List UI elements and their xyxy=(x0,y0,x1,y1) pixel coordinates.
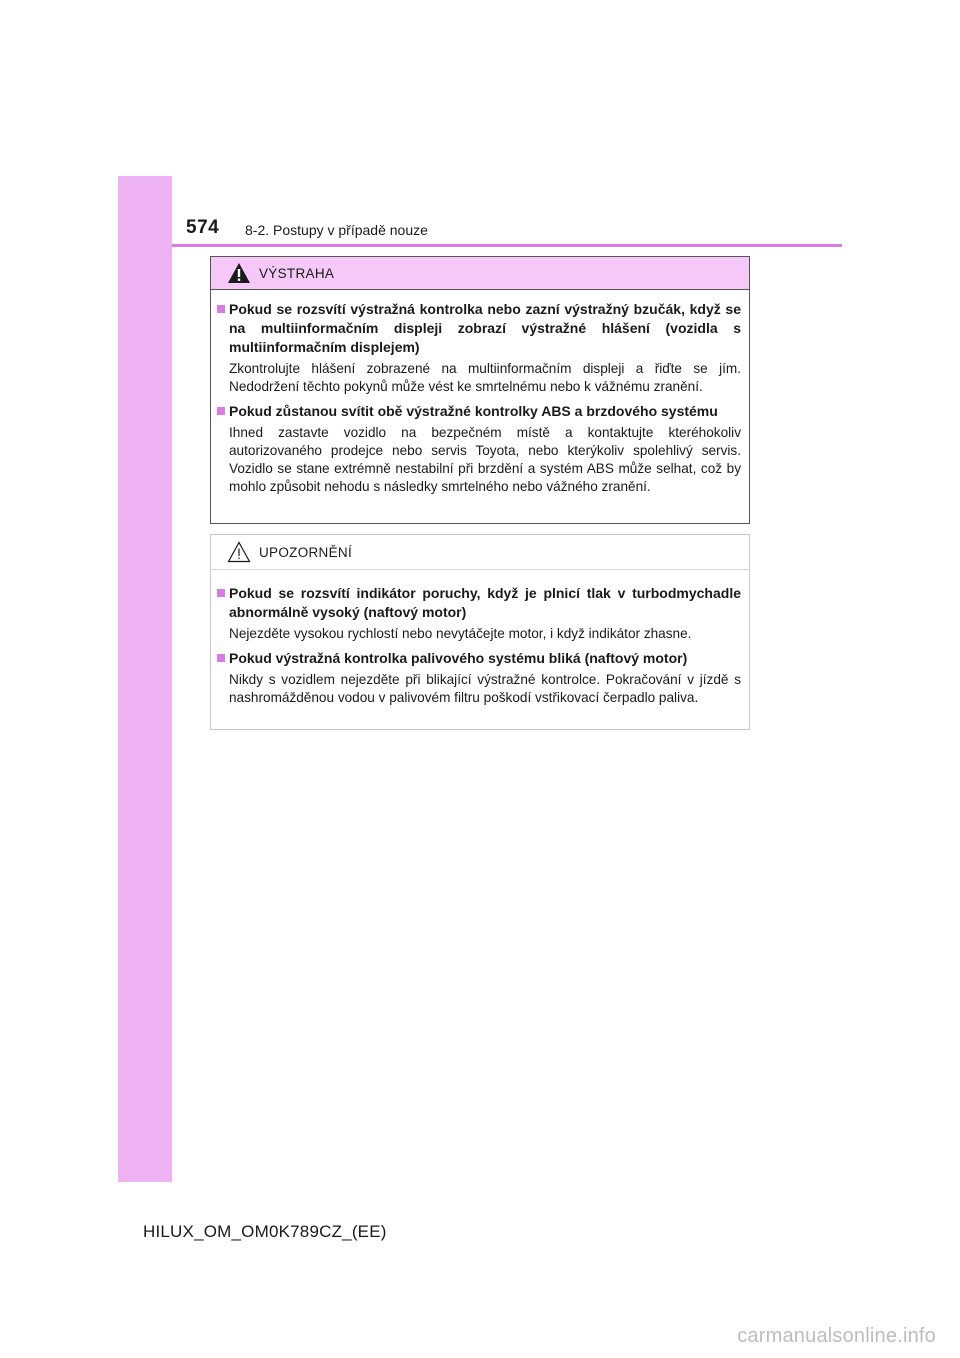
caution-box xyxy=(210,534,750,730)
caution-header xyxy=(211,535,749,570)
caution-item-title-text: Pokud výstražná kontrolka palivového systému bliká (naftový motor) xyxy=(229,650,688,666)
warning-triangle-filled-icon xyxy=(227,262,251,284)
page-number: 574 xyxy=(186,217,220,238)
caution-item-body: Nejezděte vysokou rychlostí nebo nevytáčejte motor, i když indikátor zhasne. xyxy=(229,626,692,641)
caution-item-body: Nikdy s vozidlem nejezděte při blikající výstražné kontrolce. Pokračování v jízdě s nashromážděnou vodou v palivovém filtru poškodí vstřikovací čerpadlo paliva. xyxy=(229,672,741,705)
square-bullet-icon xyxy=(217,305,225,313)
warning-box xyxy=(210,256,750,524)
header-rule xyxy=(172,244,842,247)
document-code: HILUX_OM_OM0K789CZ_(EE) xyxy=(143,1222,387,1241)
warning-item-title xyxy=(217,300,741,357)
warning-triangle-outline-icon xyxy=(227,541,251,563)
watermark: carmanualsonline.info xyxy=(737,1325,936,1347)
caution-item-title xyxy=(217,584,741,622)
square-bullet-icon xyxy=(217,589,225,597)
warning-item-title-text: Pokud se rozsvítí výstražná kontrolka nebo zazní výstražný bzučák, když se na multiinformačním displeji zobrazí výstražné hlášení (vozidla s multiinformačním displejem) xyxy=(229,301,741,355)
warning-header xyxy=(211,257,749,290)
caution-item-title-text: Pokud se rozsvítí indikátor poruchy, když je plnicí tlak v turbodmychadle abnormálně vysoký (naftový motor) xyxy=(229,585,741,620)
square-bullet-icon xyxy=(217,654,225,662)
warning-item-body: Ihned zastavte vozidlo na bezpečném místě a kontaktujte kteréhokoliv autorizovaného prodejce nebo servis Toyota, nebo kterýkoliv spolehlivý servis. Vozidlo se stane extrémně nestabilní při brzdění a systém ABS může selhat, což by mohlo způsobit nehodu s následky smrtelného nebo vážného zranění. xyxy=(229,425,741,494)
warning-heading: VÝSTRAHA xyxy=(259,265,335,281)
warning-item-title xyxy=(217,402,741,421)
section-title: 8-2. Postupy v případě nouze xyxy=(245,222,428,238)
warning-item-body: Zkontrolujte hlášení zobrazené na multiinformačním displeji a řiďte se jím. Nedodržení těchto pokynů může vést ke smrtelnému nebo k vážnému zranění. xyxy=(229,361,741,394)
side-tab-band xyxy=(118,176,172,1182)
square-bullet-icon xyxy=(217,407,225,415)
caution-item-title xyxy=(217,649,741,668)
caution-heading: UPOZORNĚNÍ xyxy=(259,544,353,560)
warning-item-title-text: Pokud zůstanou svítit obě výstražné kontrolky ABS a brzdového systému xyxy=(229,403,718,419)
